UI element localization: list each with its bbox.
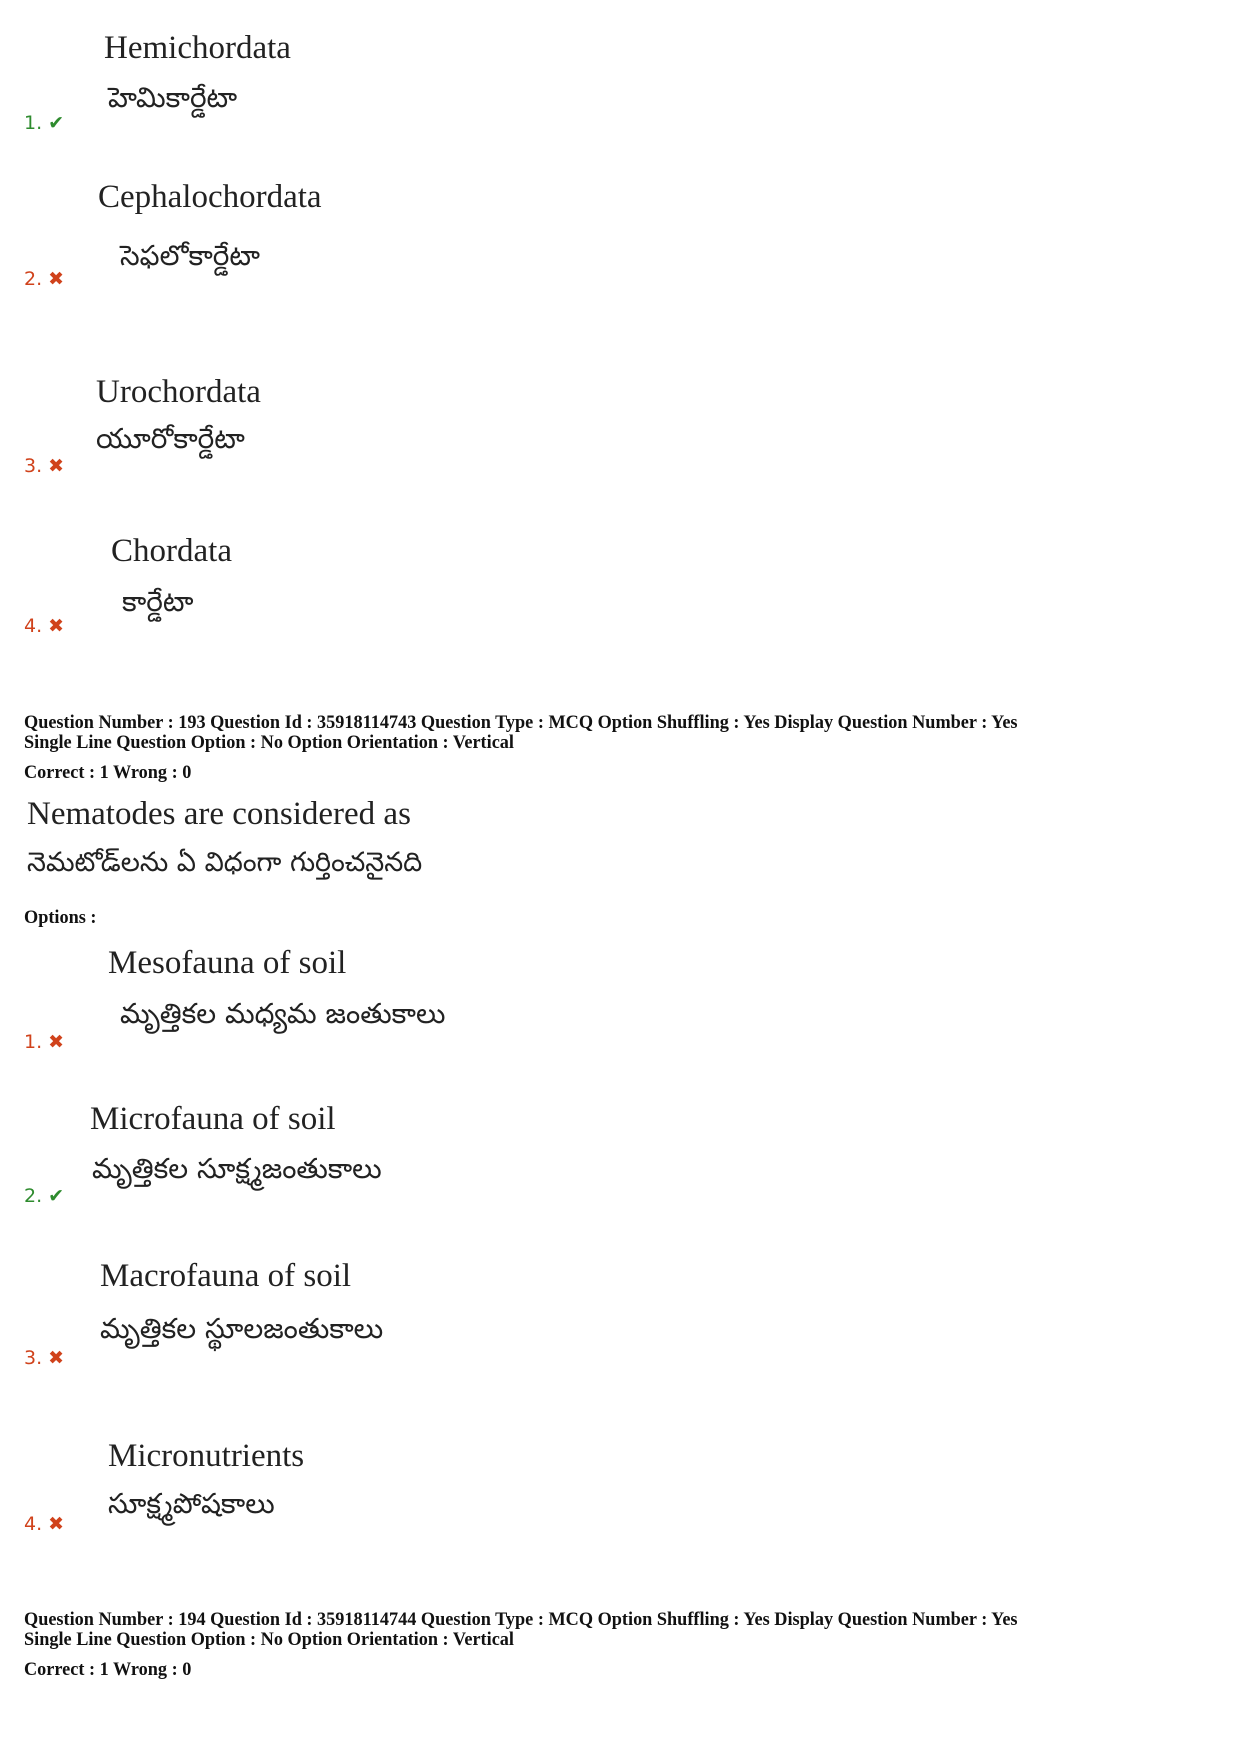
q192-option-1-english: Hemichordata	[104, 30, 291, 66]
q193-option-3-english: Macrofauna of soil	[100, 1258, 352, 1294]
q192-option-1-marker	[24, 114, 64, 133]
q192-option-4-telugu: కార్డేటా	[122, 585, 194, 618]
cross-icon: ✖	[48, 1513, 65, 1535]
q193-score: Correct : 1 Wrong : 0	[24, 762, 192, 783]
q192-option-2-telugu: సెఫలోకార్డేటా	[120, 239, 261, 272]
option-number: 4.	[24, 615, 43, 637]
option-number: 1.	[24, 112, 43, 134]
cross-icon: ✖	[48, 1347, 65, 1369]
q192-option-4-marker	[24, 617, 64, 636]
option-number: 3.	[24, 455, 43, 477]
q192-option-2-english: Cephalochordata	[98, 179, 322, 215]
q193-option-4-english: Micronutrients	[108, 1438, 305, 1474]
q193-meta-line-2: Single Line Question Option : No Option Orientation : Vertical	[24, 732, 514, 753]
q192-option-3-marker	[24, 457, 64, 476]
q192-option-2-marker	[24, 270, 64, 289]
cross-icon: ✖	[48, 1031, 65, 1053]
option-number: 3.	[24, 1347, 43, 1369]
q193-option-1-marker	[24, 1033, 64, 1052]
q194-score: Correct : 1 Wrong : 0	[24, 1659, 192, 1680]
q194-meta-line-2: Single Line Question Option : No Option Orientation : Vertical	[24, 1629, 514, 1650]
q193-option-1-english: Mesofauna of soil	[108, 945, 347, 981]
cross-icon: ✖	[48, 455, 65, 477]
q192-option-3-telugu: యూరోకార్డేటా	[96, 422, 245, 455]
q193-question-english: Nematodes are considered as	[27, 796, 411, 832]
q193-option-2-telugu: మృత్తికల సూక్ష్మజంతుకాలు	[92, 1152, 382, 1185]
q193-meta-line-1: Question Number : 193 Question Id : 35918114743 Question Type : MCQ Option Shuffling : Yes Display Question Number : Yes	[24, 712, 1018, 733]
option-number: 2.	[24, 268, 43, 290]
q194-meta-line-1: Question Number : 194 Question Id : 35918114744 Question Type : MCQ Option Shuffling : Yes Display Question Number : Yes	[24, 1609, 1018, 1630]
q193-options-label: Options :	[24, 907, 97, 928]
q193-question-telugu: నెమటోడ్‌లను ఏ విధంగా గుర్తించనైనది	[27, 847, 423, 878]
option-number: 2.	[24, 1185, 43, 1207]
q192-option-1-telugu: హెమికార్డేటా	[108, 81, 238, 114]
q193-option-4-telugu: సూక్ష్మపోషకాలు	[108, 1487, 275, 1520]
option-number: 1.	[24, 1031, 43, 1053]
q192-option-4-english: Chordata	[111, 533, 232, 569]
q193-option-4-marker	[24, 1515, 64, 1534]
cross-icon: ✖	[48, 615, 65, 637]
cross-icon: ✖	[48, 268, 65, 290]
check-icon: ✔	[48, 112, 65, 134]
q193-option-2-english: Microfauna of soil	[90, 1101, 336, 1137]
option-number: 4.	[24, 1513, 43, 1535]
q192-option-3-english: Urochordata	[96, 374, 261, 410]
q193-option-3-telugu: మృత్తికల స్థూలజంతుకాలు	[100, 1312, 384, 1345]
check-icon: ✔	[48, 1185, 65, 1207]
q193-option-1-telugu: మృత్తికల మధ్యమ జంతుకాలు	[120, 997, 446, 1030]
q193-option-2-marker	[24, 1187, 64, 1206]
q193-option-3-marker	[24, 1349, 64, 1368]
